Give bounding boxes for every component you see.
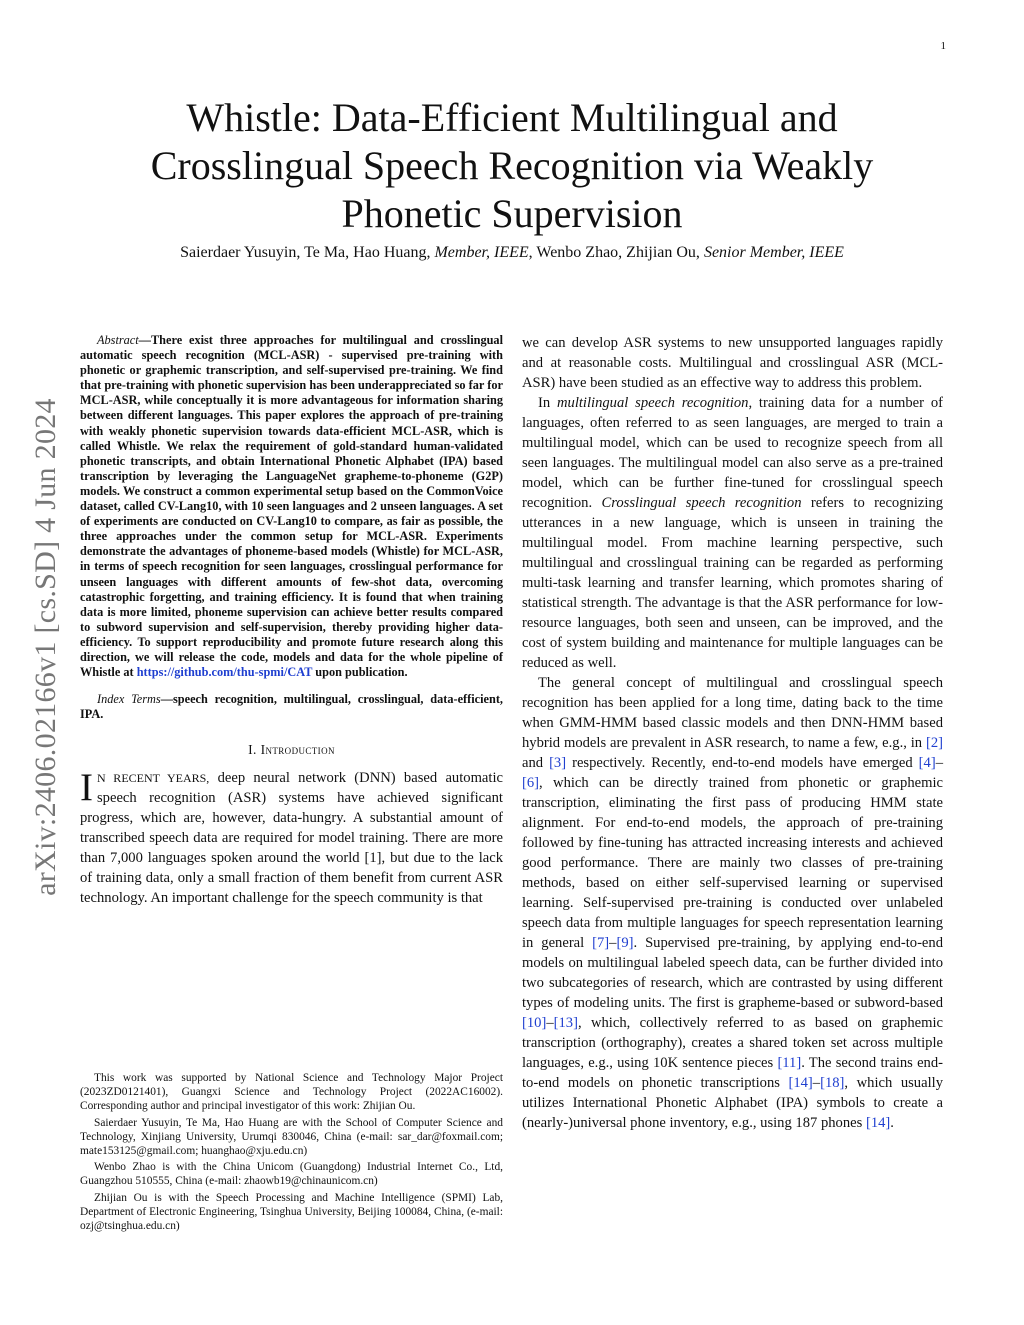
abstract <box>80 333 503 680</box>
body-paragraph-3 <box>522 673 943 1133</box>
citation-link[interactable]: [14] <box>865 1115 891 1131</box>
text-run: The general concept of multilingual and crosslingual speech recognition has been applied for a long time, dating back to the time when GMM-HMM based classic models and then DNN-HMM based hybrid models are prevalent in ASR research, to name a few, e.g., in <box>522 675 943 751</box>
footnote-affiliation-tsinghua: Zhijian Ou is with the Speech Processing and Machine Intelligence (SPMI) Lab, Department of Electronic Engineering, Tsinghua University, Beijing 100084, China, (e-mail: ozj@tsinghua.edu.cn) <box>80 1191 503 1233</box>
abstract-body: —There exist three approaches for multilingual and crosslingual automatic speech recognition (MCL-ASR) - supervised pre-training with phonetic or graphemic transcription, and self-supervised pre-training. We find that pre-training with phonetic supervision has been underappreciated so far for MCL-ASR, while conceptually it is more advantageous for information sharing between different languages. This paper explores the approach of pre-training with weakly phonetic supervision towards data-efficient MCL-ASR, which is called Whistle. We relax the requirement of gold-standard human-validated phonetic transcripts, and obtain International Phonetic Alphabet (IPA) based transcription by leveraging the LanguageNet grapheme-to-phoneme (G2P) models. We construct a common experimental setup based on the CommonVoice dataset, called CV-Lang10, with 10 seen languages and 2 unseen languages. A set of experiments are conducted on CV-Lang10 to compare, as fair as possible, the three approaches under the common setup for MCL-ASR. Experiments demonstrate the advantages of phoneme-based models (Whistle) for MCL-ASR, in terms of speech recognition for seen languages, crosslingual performance for unseen languages with different amounts of few-shot data, overcoming catastrophic forgetting, and training efficiency. It is found that when training data is more limited, phoneme supervision can achieve better results compared to subword supervision and self-supervision, thereby providing higher data-efficiency. To support reproducibility and promote future research along this direction, we will release the code, models and data for the whole pipeline of Whistle at <box>80 333 503 680</box>
text-run: respectively. Recently, end-to-end models have emerged <box>566 755 919 771</box>
citation-link[interactable]: [2] <box>925 735 943 751</box>
section-heading-introduction <box>80 740 503 760</box>
text-run: – <box>812 1075 821 1091</box>
text-run: In <box>538 395 557 411</box>
emphasis-term: Crosslingual speech recognition <box>601 495 802 511</box>
citation-link[interactable]: [7] <box>592 935 610 951</box>
text-run: , which can be directly trained from phonetic or graphemic transcription, eliminating the first pass of producing HMM state alignment. For end-to-end models, the approach of pre-training followed by fine-tuning has attracted increasing interests and achieved good performance. There are mainly two classes of pre-training methods, based on either self-supervised learning or supervised learning. Self-supervised pre-training is conducted over unlabeled speech data from multiple languages for speech representation learning in general <box>522 775 943 951</box>
section-number: I. <box>248 742 261 758</box>
drop-cap-rest: N RECENT YEARS, <box>97 771 210 786</box>
page-number: 1 <box>940 40 946 52</box>
section-title: Introduction <box>260 742 335 758</box>
text-run: , which usually utilizes International Phonetic Alphabet (IPA) symbols to create a (nearly-)universal phone inventory, e.g., using 187 phones <box>522 1075 943 1131</box>
drop-cap: I <box>80 766 93 810</box>
text-run: refers to recognizing utterances in a new language, which is unseen in training the multilingual model. From machine learning perspective, such multilingual and crosslingual training can be regarded as performing multi-task learning and transfer learning, which promotes sharing of statistical strength. The advantage is that the ASR performance for low-resource languages, both seen and unseen, can be improved, and the cost of system building and maintenance for multiple languages can be reduced as well. <box>522 495 943 671</box>
author-role-senior-member: Senior Member, IEEE <box>703 244 844 261</box>
footnote-affiliation-unicom: Wenbo Zhao is with the China Unicom (Guangdong) Industrial Internet Co., Ltd, Guangzhou 510555, China (e-mail: zhaowb19@chinaunicom.cn) <box>80 1161 503 1188</box>
citation-link[interactable]: [11] <box>777 1055 802 1071</box>
text-run: and <box>522 755 550 771</box>
paper-title: Whistle: Data-Efficient Multilingual and Crosslingual Speech Recognition via Weakly Phonetic Supervision <box>150 95 874 236</box>
right-column <box>522 333 943 1133</box>
author-line <box>60 244 964 262</box>
authors-group-1: Saierdaer Yusuyin, Te Ma, Hao Huang, <box>180 244 435 261</box>
footnote-affiliation-xju: Saierdaer Yusuyin, Te Ma, Hao Huang are with the School of Computer Science and Technology, Xinjiang University, Urumqi 830046, China (e-mail: sar_dar@foxmail.com; mate153125@gmail.com; huanghao@xju.edu.cn) <box>80 1116 503 1158</box>
intro-text: deep neural network (DNN) based automatic speech recognition (ASR) systems have achieved significant progress, which are, however, data-hungry. A substantial amount of transcribed speech data are required for model training. There are more than 7,000 languages spoken around the world [1], but due to the lack of training data, only a small fraction of them benefit from current ASR technology. An important challenge for the speech community is that <box>80 770 503 907</box>
arxiv-identifier-stamp: arXiv:2406.02166v1 [cs.SD] 4 Jun 2024 <box>29 398 62 896</box>
left-column <box>80 333 503 908</box>
citation-link[interactable]: [18] <box>820 1075 845 1091</box>
index-terms <box>80 692 503 722</box>
text-run: – <box>546 1015 554 1031</box>
authors-group-2: , Wenbo Zhao, Zhijian Ou, <box>528 244 704 261</box>
text-run: – <box>609 935 617 951</box>
author-role-member: Member, IEEE <box>434 244 529 261</box>
citation-link[interactable]: [10] <box>522 1015 547 1031</box>
body-paragraph-1: we can develop ASR systems to new unsupported languages rapidly and at reasonable costs. Multilingual and crosslingual ASR (MCL-ASR) have been studied as an effective way to address this problem. <box>522 335 943 391</box>
body-paragraph-2 <box>522 393 943 673</box>
code-repository-link[interactable]: https://github.com/thu-spmi/CAT <box>136 665 313 680</box>
abstract-lead: Abstract <box>97 333 139 347</box>
index-terms-lead: Index Terms <box>97 692 161 707</box>
text-run: – <box>935 755 943 771</box>
abstract-tail: upon publication. <box>312 665 408 680</box>
text-run: , which, collectively referred to as based on graphemic transcription (orthography), creates a shared token set across multiple languages, e.g., using 10K sentence pieces <box>522 1015 943 1071</box>
text-run: . Supervised pre-training, by applying end-to-end models on multilingual labeled speech data, can be further divided into two subcategories of research, which are contrasted by using different types of modeling units. The first is grapheme-based or subword-based <box>522 935 944 1011</box>
citation-link[interactable]: [4] <box>918 755 936 771</box>
footnote-funding: This work was supported by National Science and Technology Major Project (2023ZD0121401), Guangxi Science and Technology Project (2022AC16002). Corresponding author and principal investigator of this work: Zhijian Ou. <box>80 1072 503 1113</box>
citation-link[interactable]: [13] <box>553 1015 578 1031</box>
intro-paragraph <box>80 768 503 908</box>
emphasis-term: multilingual speech recognition <box>556 395 749 411</box>
citation-link[interactable]: [3] <box>549 755 567 771</box>
citation-link[interactable]: [14] <box>788 1075 813 1091</box>
footnotes <box>80 1071 503 1235</box>
text-run: . <box>890 1115 894 1131</box>
text-run: . The second trains end-to-end models on phonetic transcriptions <box>522 1055 944 1091</box>
citation-link[interactable]: [6] <box>522 775 540 791</box>
citation-link[interactable]: [9] <box>616 935 634 951</box>
index-terms-body: —speech recognition, multilingual, crosslingual, data-efficient, IPA. <box>80 692 503 722</box>
text-run: , training data for a number of languages, often referred to as seen languages, are merged to train a multilingual model, which can be used to recognize speech from all seen languages. The multilingual model can also serve as a pre-trained model, which can be further fine-tuned for crosslingual speech recognition. <box>522 395 943 511</box>
